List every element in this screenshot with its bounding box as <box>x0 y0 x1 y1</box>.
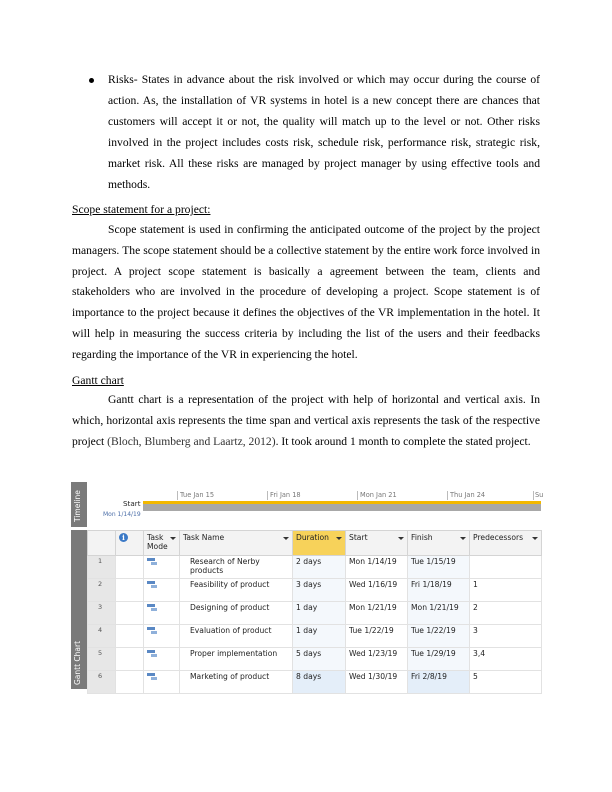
timeline-date: Fri Jan 18 <box>270 491 301 499</box>
row-task-name[interactable]: Marketing of product <box>180 671 293 694</box>
task-mode-icon <box>147 626 158 636</box>
row-duration[interactable]: 1 day <box>293 625 346 648</box>
chevron-down-icon[interactable] <box>336 537 342 540</box>
row-start[interactable]: Wed 1/23/19 <box>346 648 408 671</box>
row-duration[interactable]: 1 day <box>293 602 346 625</box>
chevron-down-icon[interactable] <box>532 537 538 540</box>
timeline-side-label <box>71 482 87 527</box>
timeline-area <box>87 482 544 527</box>
scope-heading: Scope statement for a project: <box>72 203 211 216</box>
header-duration[interactable] <box>293 531 346 556</box>
scope-paragraph: Scope statement is used in confirming the anticipated outcome of the project by the project managers. The scope statement should be a collective statement by the entire work force involved in project. A project scope statement is basically a agreement between the team, clients and stakeholders who are involved in the procedure of developing a project. Scope statement is of importance to the project because it defines the objectives of the VR implementation in the hotel. It will help in measuring the success criteria by including the list of the users and their feedbacks regarding the importance of the VR in experiencing the hotel. <box>72 223 540 361</box>
header-label: Task Mode <box>147 533 168 551</box>
header-info[interactable] <box>116 531 144 556</box>
row-id: 2 <box>88 579 116 602</box>
table-row[interactable] <box>88 556 542 579</box>
gantt-paragraph-end: . It took around 1 month to complete the stated project. <box>275 434 531 448</box>
row-duration[interactable]: 5 days <box>293 648 346 671</box>
row-id: 5 <box>88 648 116 671</box>
row-duration[interactable]: 3 days <box>293 579 346 602</box>
gantt-screenshot <box>71 482 544 689</box>
task-mode-icon <box>147 557 158 567</box>
header-task-mode[interactable] <box>144 531 180 556</box>
timeline-date: Thu Jan 24 <box>450 491 486 499</box>
row-duration[interactable]: 8 days <box>293 671 346 694</box>
row-finish[interactable]: Tue 1/22/19 <box>408 625 470 648</box>
row-predecessors[interactable] <box>470 556 542 579</box>
task-mode-icon <box>147 603 158 613</box>
header-label: Finish <box>411 533 433 542</box>
row-predecessors[interactable]: 3 <box>470 625 542 648</box>
row-finish[interactable]: Fri 2/8/19 <box>408 671 470 694</box>
row-predecessors[interactable]: 3,4 <box>470 648 542 671</box>
gantt-paragraph-text: Gantt chart is a representation of the project with help of horizontal and vertical axis. In which, horizontal axis represents the time span and vertical axis represents the task of the respective project <box>72 393 540 448</box>
task-table-area <box>87 530 541 689</box>
header-task-name[interactable] <box>180 531 293 556</box>
task-mode-icon <box>147 672 158 682</box>
table-row[interactable] <box>88 602 542 625</box>
header-start[interactable] <box>346 531 408 556</box>
header-label: Duration <box>296 533 329 542</box>
row-start[interactable]: Wed 1/16/19 <box>346 579 408 602</box>
citation: (Bloch, Blumberg and Laartz, 2012) <box>107 434 276 448</box>
risks-bullet <box>92 70 540 195</box>
gantt-heading: Gantt chart <box>72 374 124 387</box>
row-id: 4 <box>88 625 116 648</box>
row-mode[interactable] <box>144 556 180 579</box>
row-predecessors[interactable]: 2 <box>470 602 542 625</box>
row-mode[interactable] <box>144 579 180 602</box>
chart-label: Gantt Chart <box>73 640 82 685</box>
row-id: 3 <box>88 602 116 625</box>
chevron-down-icon[interactable] <box>460 537 466 540</box>
chart-side-label <box>71 530 87 689</box>
row-indicator <box>116 579 144 602</box>
row-predecessors[interactable]: 1 <box>470 579 542 602</box>
row-task-name[interactable]: Designing of product <box>180 602 293 625</box>
timeline-date: Su <box>535 491 544 499</box>
row-mode[interactable] <box>144 625 180 648</box>
row-id: 6 <box>88 671 116 694</box>
timeline-start-label: Start <box>123 499 141 508</box>
row-finish[interactable]: Fri 1/18/19 <box>408 579 470 602</box>
chevron-down-icon[interactable] <box>283 537 289 540</box>
timeline-date: Tue Jan 15 <box>180 491 215 499</box>
row-task-name[interactable]: Feasibility of product <box>180 579 293 602</box>
row-indicator <box>116 602 144 625</box>
timeline-tick <box>357 491 358 500</box>
task-table <box>87 530 542 694</box>
chevron-down-icon[interactable] <box>170 537 176 540</box>
row-task-name[interactable]: Evaluation of product <box>180 625 293 648</box>
row-task-name[interactable]: Proper implementation <box>180 648 293 671</box>
timeline-label: Timeline <box>73 490 82 522</box>
table-row[interactable] <box>88 625 542 648</box>
task-mode-icon <box>147 580 158 590</box>
row-indicator <box>116 625 144 648</box>
header-label: Predecessors <box>473 533 524 542</box>
task-mode-icon <box>147 649 158 659</box>
row-finish[interactable]: Mon 1/21/19 <box>408 602 470 625</box>
header-label: Start <box>349 533 368 542</box>
timeline-tick <box>267 491 268 500</box>
timeline-start-date: Mon 1/14/19 <box>103 511 141 518</box>
row-id: 1 <box>88 556 116 579</box>
row-duration[interactable]: 2 days <box>293 556 346 579</box>
row-mode[interactable] <box>144 648 180 671</box>
bullet-marker <box>89 78 94 83</box>
timeline-tick <box>177 491 178 500</box>
row-finish[interactable]: Tue 1/29/19 <box>408 648 470 671</box>
header-finish[interactable] <box>408 531 470 556</box>
table-row[interactable] <box>88 579 542 602</box>
row-predecessors[interactable]: 5 <box>470 671 542 694</box>
header-label: Task Name <box>183 533 225 542</box>
row-finish[interactable]: Tue 1/15/19 <box>408 556 470 579</box>
row-start[interactable]: Tue 1/22/19 <box>346 625 408 648</box>
row-task-name[interactable]: Research of Nerby products <box>180 556 293 579</box>
timeline-tick <box>533 491 534 500</box>
chevron-down-icon[interactable] <box>398 537 404 540</box>
row-indicator <box>116 648 144 671</box>
row-mode[interactable] <box>144 671 180 694</box>
timeline-tick <box>447 491 448 500</box>
table-row[interactable] <box>88 671 542 694</box>
header-id <box>88 531 116 556</box>
table-header-row <box>88 531 542 556</box>
info-icon: i <box>119 533 128 542</box>
timeline-bar[interactable] <box>143 501 541 511</box>
gantt-paragraph <box>72 390 540 452</box>
row-start[interactable]: Mon 1/21/19 <box>346 602 408 625</box>
row-mode[interactable] <box>144 602 180 625</box>
header-predecessors[interactable] <box>470 531 542 556</box>
timeline-date: Mon Jan 21 <box>360 491 397 499</box>
row-start[interactable]: Wed 1/30/19 <box>346 671 408 694</box>
row-start[interactable]: Mon 1/14/19 <box>346 556 408 579</box>
row-indicator <box>116 556 144 579</box>
risks-text: Risks- States in advance about the risk involved or which may occur during the course of action. As, the installation of VR systems in hotel is a new concept there are chances that customers will accept it or not, the quality will match up to the level or not. Other risks involved in the project includes costs risk, schedule risk, performance risk, strategic risk, market risk. All these risks are managed by project manager by using effective tools and methods. <box>108 73 540 191</box>
table-row[interactable] <box>88 648 542 671</box>
row-indicator <box>116 671 144 694</box>
